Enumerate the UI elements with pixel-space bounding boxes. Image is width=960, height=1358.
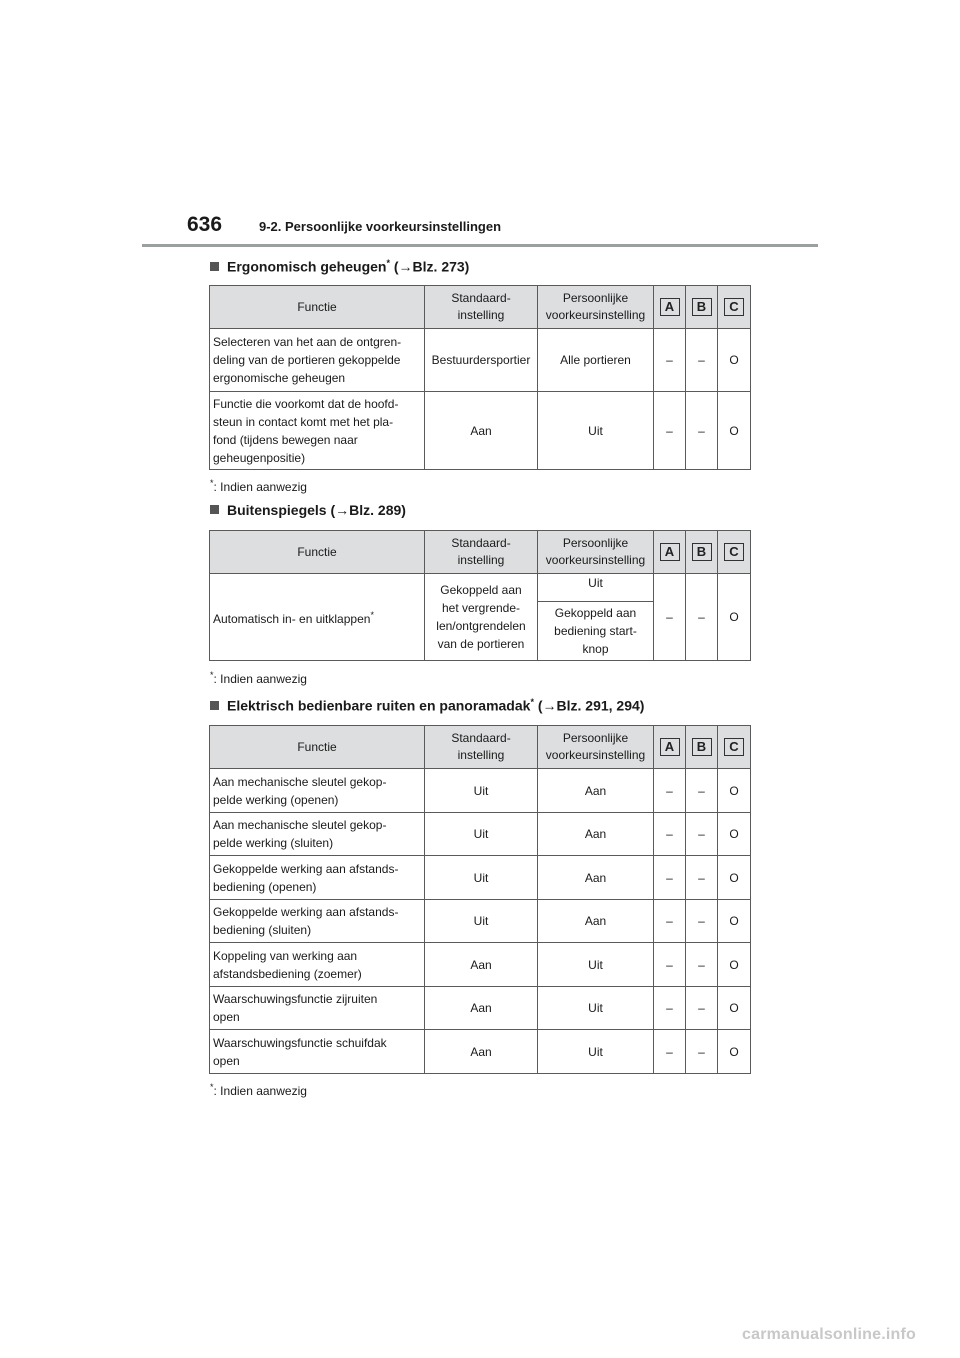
table-row [210, 1030, 751, 1074]
cell-function-text: Automatisch in- en uitklappen [213, 612, 371, 626]
cell-personal-option-1: Uit [538, 574, 654, 602]
cell-c: O [718, 987, 751, 1030]
page-header-title: 9-2. Persoonlijke voorkeursinstellingen [259, 219, 502, 234]
table-header-row [210, 531, 751, 574]
cell-c: O [718, 329, 751, 392]
cell-personal-option-2: Gekoppeld aan bediening start- knop [538, 602, 654, 661]
cell-default: Aan [425, 392, 538, 470]
column-header-default: Standaard- instelling [425, 726, 538, 769]
cell-personal: Aan [538, 813, 654, 856]
cell-c: O [718, 900, 751, 943]
cell-a: – [654, 943, 686, 987]
footnote-marker: * [386, 258, 390, 268]
column-badge-a: A [660, 543, 680, 561]
cell-personal: Aan [538, 900, 654, 943]
cell-a: – [654, 987, 686, 1030]
cell-a: – [654, 900, 686, 943]
cell-function [210, 574, 425, 661]
cell-c: O [718, 1030, 751, 1074]
cell-function: Koppeling van werking aan afstandsbediening (zoemer) [210, 943, 425, 987]
cell-personal: Uit [538, 987, 654, 1030]
column-header-a [654, 531, 686, 574]
cell-c: O [718, 856, 751, 900]
cell-b: – [686, 329, 718, 392]
cell-personal: Uit [538, 943, 654, 987]
cell-a: – [654, 813, 686, 856]
footnote-marker: * [210, 1082, 214, 1092]
footnote [210, 670, 307, 686]
table-row [210, 856, 751, 900]
cell-a: – [654, 392, 686, 470]
cell-default: Uit [425, 856, 538, 900]
cell-b: – [686, 813, 718, 856]
table-header-row [210, 726, 751, 769]
footnote [210, 478, 307, 494]
table-row [210, 769, 751, 813]
column-badge-a: A [660, 298, 680, 316]
column-header-personal: Persoonlijke voorkeursinstelling [538, 286, 654, 329]
cell-default: Aan [425, 943, 538, 987]
cell-a: – [654, 574, 686, 661]
column-header-personal: Persoonlijke voorkeursinstelling [538, 726, 654, 769]
column-header-function: Functie [210, 726, 425, 769]
cell-b: – [686, 1030, 718, 1074]
column-badge-b: B [692, 543, 712, 561]
page-reference-link[interactable]: (→Blz. 289) [330, 502, 406, 518]
column-header-function: Functie [210, 531, 425, 574]
cell-function: Functie die voorkomt dat de hoofd- steun in contact komt met het pla- fond (tijdens bewegen naar geheugenpositie) [210, 392, 425, 470]
cell-personal: Alle portieren [538, 329, 654, 392]
column-header-b [686, 286, 718, 329]
table-row [210, 900, 751, 943]
section-title-ergonomic-memory [210, 258, 469, 275]
page-reference-link[interactable]: (→Blz. 273) [393, 258, 470, 275]
footnote-marker: * [210, 670, 214, 680]
footnote [210, 1082, 307, 1098]
cell-b: – [686, 769, 718, 813]
cell-default: Aan [425, 1030, 538, 1074]
cell-a: – [654, 329, 686, 392]
cell-function: Waarschuwingsfunctie zijruiten open [210, 987, 425, 1030]
cell-c: O [718, 392, 751, 470]
section-title-text: Ergonomisch geheugen [227, 258, 387, 275]
cell-personal: Aan [538, 856, 654, 900]
cell-b: – [686, 900, 718, 943]
column-header-default: Standaard- instelling [425, 286, 538, 329]
cell-personal: Uit [538, 392, 654, 470]
column-header-c [718, 531, 751, 574]
cell-default: Aan [425, 987, 538, 1030]
cell-c: O [718, 574, 751, 661]
cell-default: Uit [425, 769, 538, 813]
table-header-row [210, 286, 751, 329]
section-title-text: Buitenspiegels [227, 502, 327, 518]
column-header-default: Standaard- instelling [425, 531, 538, 574]
cell-b: – [686, 856, 718, 900]
column-header-personal: Persoonlijke voorkeursinstelling [538, 531, 654, 574]
cell-function: Aan mechanische sleutel gekop- pelde werking (openen) [210, 769, 425, 813]
settings-table-ergonomic-memory [209, 285, 751, 470]
table-row [210, 813, 751, 856]
cell-a: – [654, 1030, 686, 1074]
table-row [210, 943, 751, 987]
column-badge-c: C [724, 298, 744, 316]
column-header-b [686, 531, 718, 574]
cell-b: – [686, 392, 718, 470]
footnote-marker: * [530, 697, 534, 707]
cell-default: Uit [425, 813, 538, 856]
settings-table-power-windows [209, 725, 751, 1074]
table-row [210, 392, 751, 470]
section-title-power-windows [210, 697, 644, 714]
column-header-a [654, 286, 686, 329]
column-header-a [654, 726, 686, 769]
cell-default: Bestuurdersportier [425, 329, 538, 392]
footnote-marker: * [370, 610, 374, 620]
square-bullet-icon [210, 262, 219, 271]
square-bullet-icon [210, 505, 219, 514]
cell-function: Gekoppelde werking aan afstands- bediening (sluiten) [210, 900, 425, 943]
cell-c: O [718, 813, 751, 856]
watermark: carmanualsonline.info [742, 1326, 917, 1343]
cell-b: – [686, 943, 718, 987]
column-header-c [718, 286, 751, 329]
settings-table-outside-mirrors [209, 530, 751, 661]
footnote-marker: * [210, 478, 214, 488]
square-bullet-icon [210, 701, 219, 710]
column-badge-b: B [692, 738, 712, 756]
cell-b: – [686, 574, 718, 661]
cell-c: O [718, 769, 751, 813]
table-row [210, 329, 751, 392]
cell-a: – [654, 856, 686, 900]
column-badge-c: C [724, 738, 744, 756]
column-badge-a: A [660, 738, 680, 756]
footnote-text: : Indien aanwezig [213, 480, 307, 494]
cell-function: Selecteren van het aan de ontgren- deling van de portieren gekoppelde ergonomische geheugen [210, 329, 425, 392]
section-title-outside-mirrors [210, 502, 406, 518]
section-title-text: Elektrisch bedienbare ruiten en panoramadak [227, 697, 531, 714]
header-divider [142, 244, 818, 247]
cell-default: Uit [425, 900, 538, 943]
footnote-text: : Indien aanwezig [213, 1084, 307, 1098]
column-badge-b: B [692, 298, 712, 316]
column-header-b [686, 726, 718, 769]
footnote-text: : Indien aanwezig [213, 672, 307, 686]
page-number: 636 [187, 213, 223, 236]
cell-function: Gekoppelde werking aan afstands- bediening (openen) [210, 856, 425, 900]
cell-c: O [718, 943, 751, 987]
cell-personal: Uit [538, 1030, 654, 1074]
cell-b: – [686, 987, 718, 1030]
column-badge-c: C [724, 543, 744, 561]
cell-a: – [654, 769, 686, 813]
column-header-function: Functie [210, 286, 425, 329]
table-row [210, 987, 751, 1030]
cell-function: Aan mechanische sleutel gekop- pelde werking (sluiten) [210, 813, 425, 856]
cell-personal: Aan [538, 769, 654, 813]
cell-function: Waarschuwingsfunctie schuifdak open [210, 1030, 425, 1074]
table-row [210, 574, 751, 602]
cell-default: Gekoppeld aan het vergrende- len/ontgrendelen van de portieren [425, 574, 538, 661]
page-reference-link[interactable]: (→Blz. 291, 294) [537, 697, 645, 714]
column-header-c [718, 726, 751, 769]
